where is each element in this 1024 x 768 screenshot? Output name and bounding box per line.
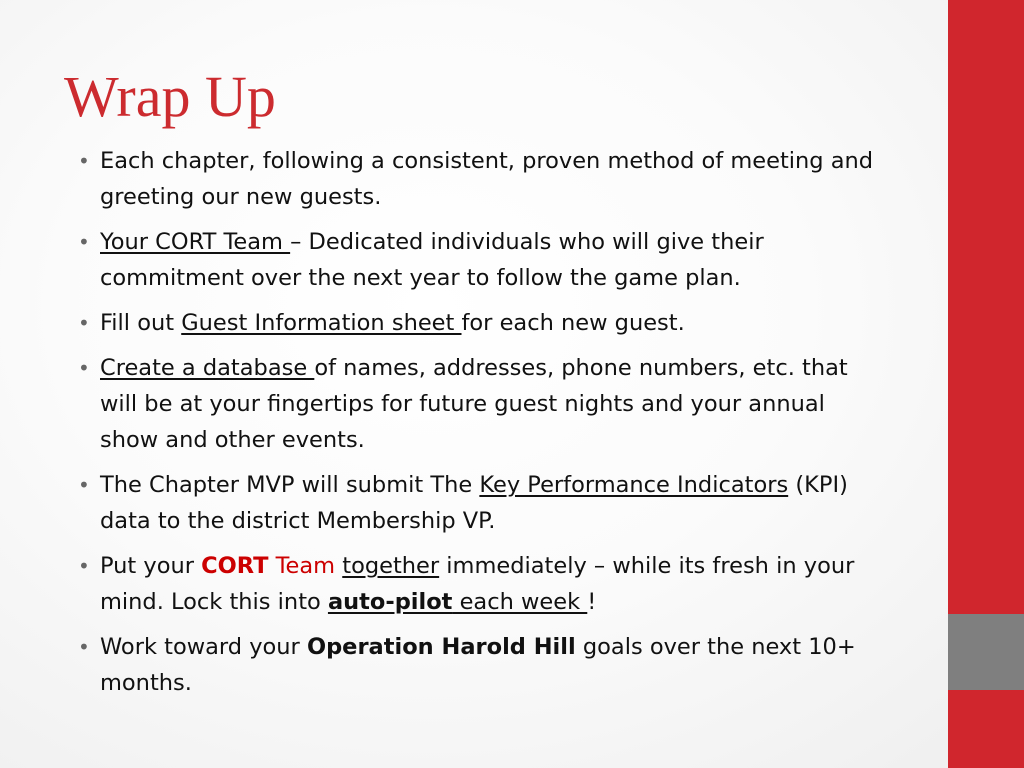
bullet-text: for each new guest. [461, 310, 685, 336]
bullet-text: ! [587, 589, 597, 615]
bullet-text: goals over the next 10+ months. [100, 634, 856, 696]
bullet-dot-icon: • [78, 635, 90, 659]
bullet-dot-icon: • [78, 149, 90, 173]
bullet-text: The Chapter MVP will submit The [100, 472, 480, 498]
team-emphasis: Team [268, 553, 336, 579]
sidebar-gray-block [948, 614, 1024, 690]
together-link[interactable]: together [342, 553, 440, 579]
kpi-link[interactable]: Key Performance Indicators [479, 472, 789, 498]
bullet-item-kpi [78, 467, 888, 539]
bullet-text: (KPI) data to the district Membership VP. [100, 472, 848, 534]
cort-team-link[interactable]: Your CORT Team [100, 229, 291, 255]
bullet-item-cort-together [78, 548, 888, 620]
auto-pilot-link[interactable]: auto-pilot [327, 589, 453, 615]
bullet-item-harold-hill [78, 629, 888, 701]
bullet-dot-icon: • [78, 554, 90, 578]
bullet-text: Put your [100, 553, 202, 579]
bullet-dot-icon: • [78, 311, 90, 335]
bullet-text: Each chapter, following a consistent, proven method of meeting and greeting our new guests. [100, 148, 874, 210]
bullet-text: Work toward your [100, 634, 307, 660]
bullet-item-guest-info [78, 305, 888, 341]
bullet-text: Fill out [100, 310, 182, 336]
bullet-dot-icon: • [78, 230, 90, 254]
cort-emphasis: CORT [201, 553, 269, 579]
each-week-link[interactable]: each week [452, 589, 588, 615]
bullet-list [78, 143, 888, 710]
bullet-text: of names, addresses, phone numbers, etc. that will be at your fingertips for future guest nights and your annual show and other events. [100, 355, 848, 453]
bullet-dot-icon: • [78, 473, 90, 497]
guest-information-sheet-link[interactable]: Guest Information sheet [181, 310, 462, 336]
bullet-item-cort-team [78, 224, 888, 296]
bullet-item-database [78, 350, 888, 458]
bullet-dot-icon: • [78, 356, 90, 380]
bullet-text: immediately – while its fresh in your mind. Lock this into [100, 553, 855, 615]
create-database-link[interactable]: Create a database [100, 355, 315, 381]
slide-title: Wrap Up [64, 64, 276, 129]
operation-harold-hill-emphasis: Operation Harold Hill [306, 634, 576, 660]
bullet-text: – Dedicated individuals who will give their commitment over the next year to follow the game plan. [100, 229, 764, 291]
bullet-item-chapter-method [78, 143, 888, 215]
